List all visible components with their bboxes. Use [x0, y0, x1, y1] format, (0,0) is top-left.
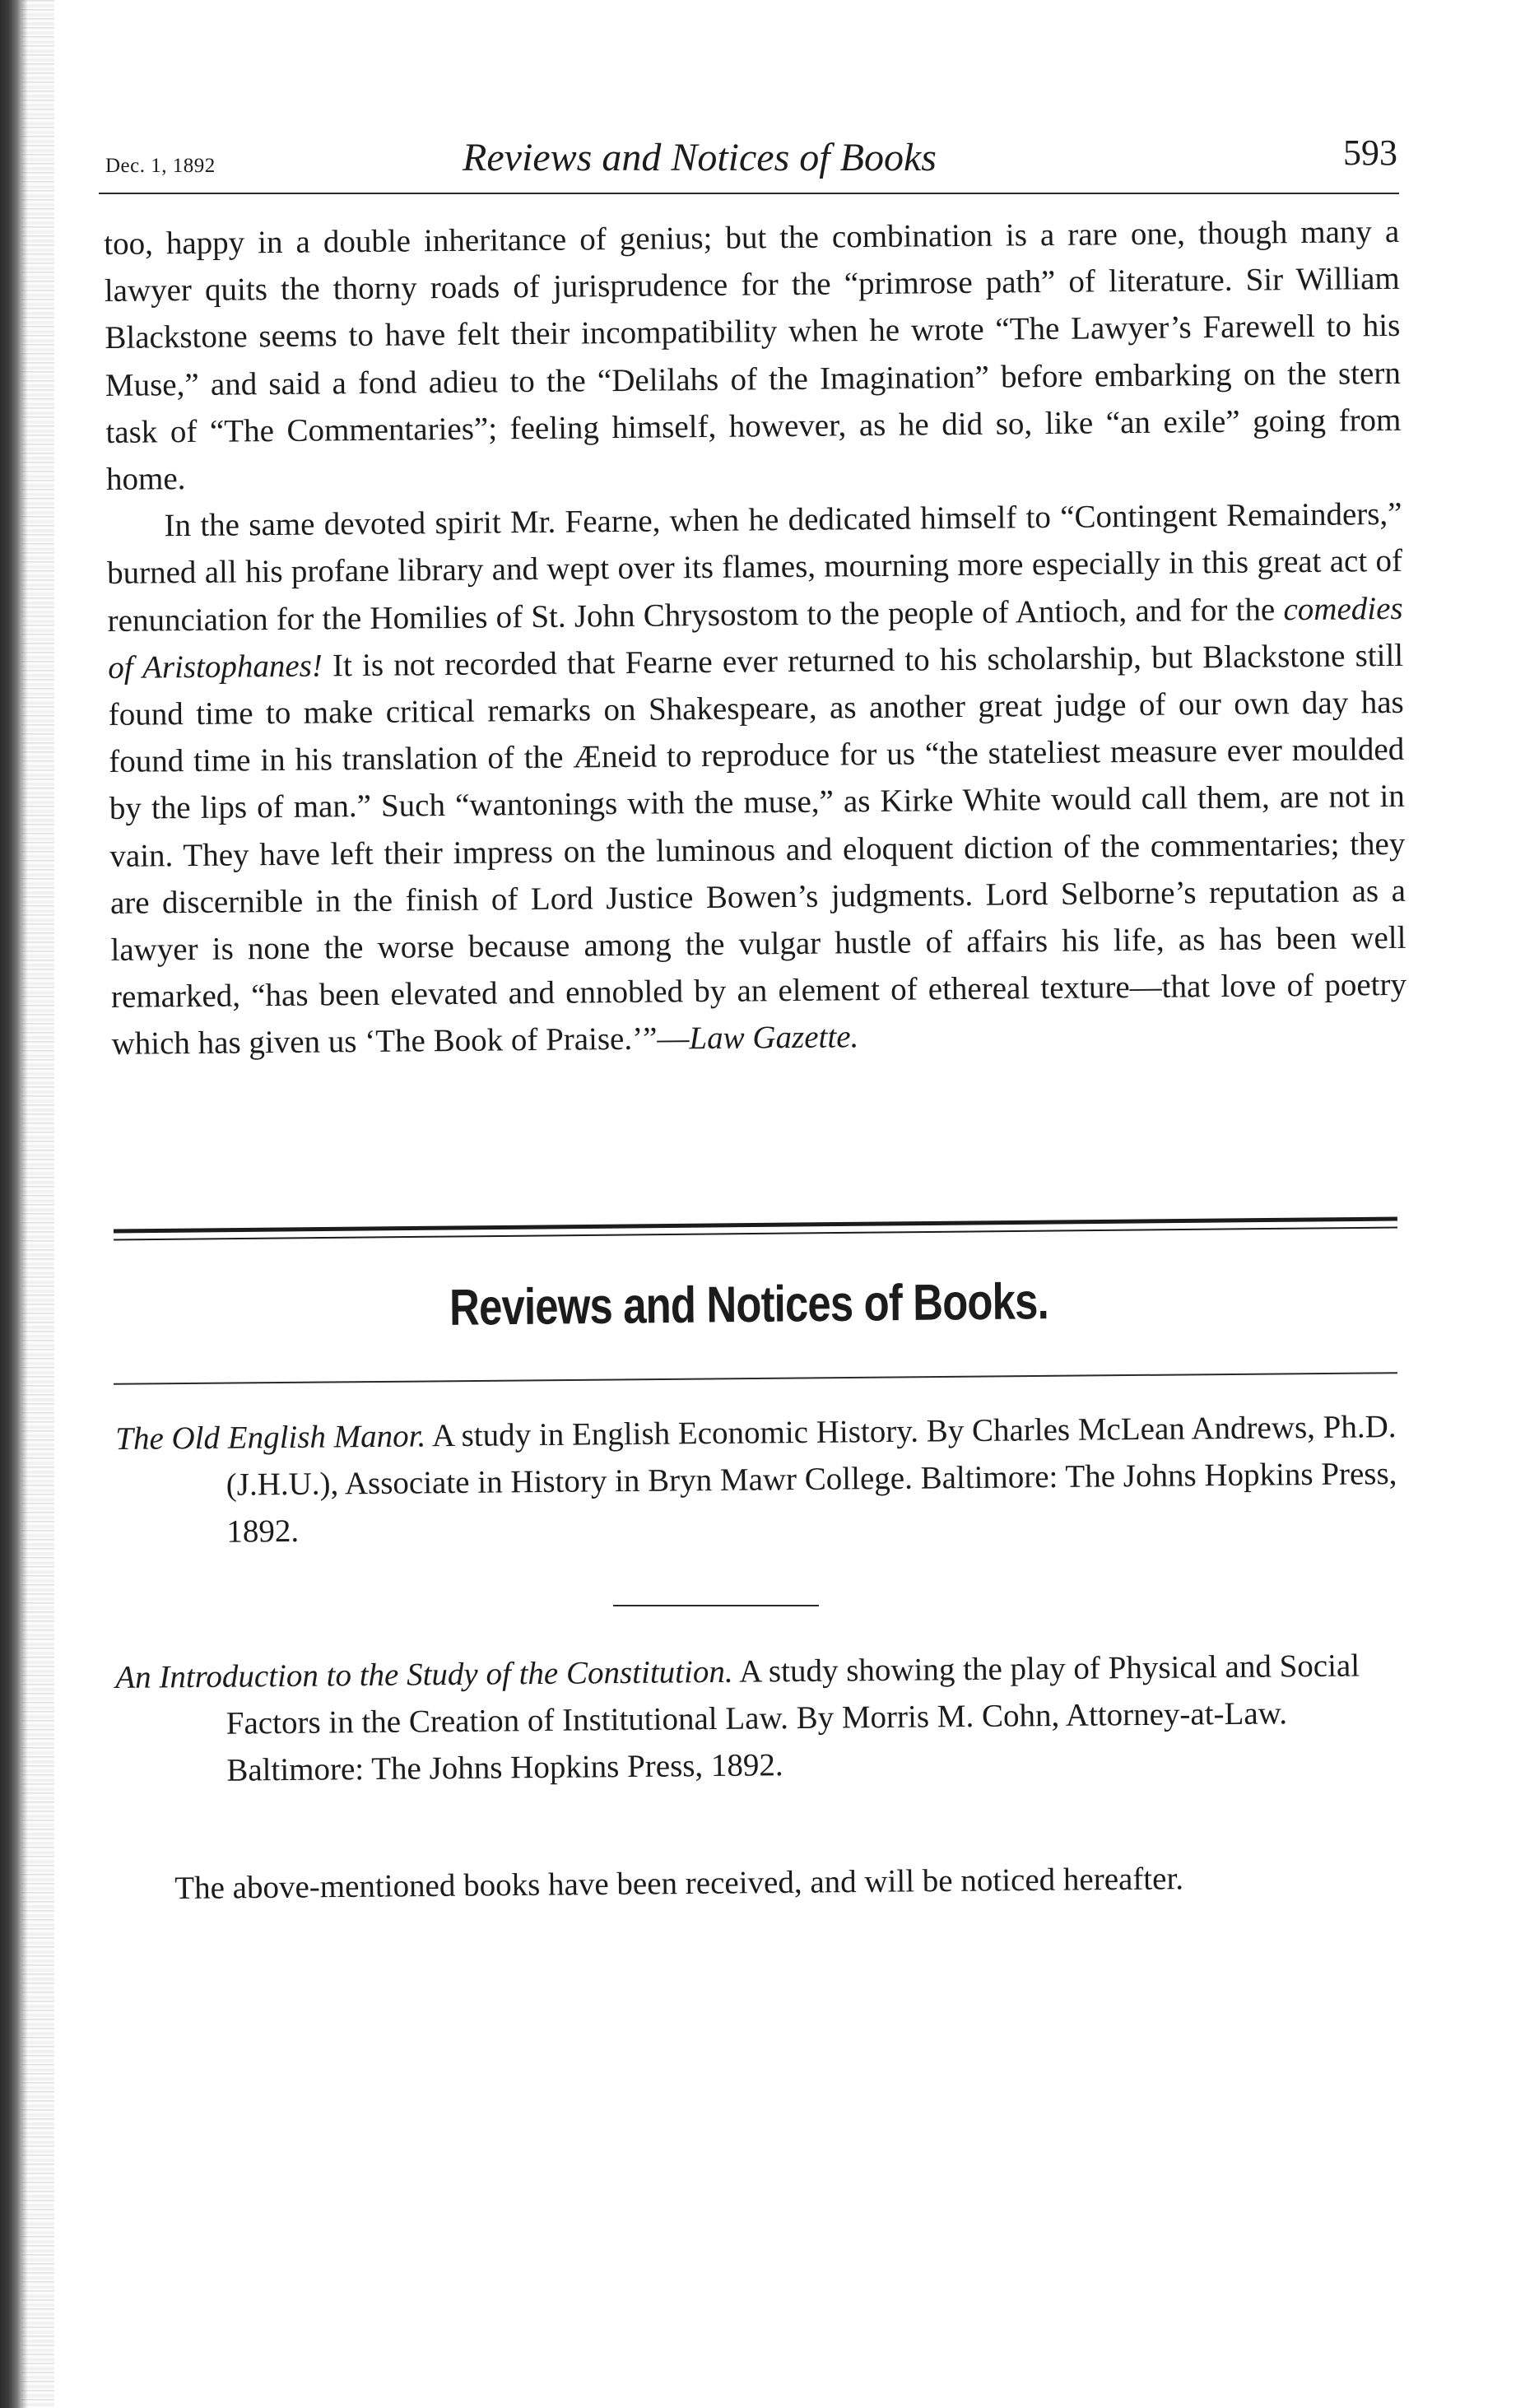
journal-page	[99, 123, 1407, 2280]
book-notice	[115, 1642, 1401, 1795]
section-heading: Reviews and Notices of Books.	[449, 1273, 1049, 1336]
closing-note: The above-mentioned books have been received, and will be noticed hereafter.	[174, 1861, 1184, 1906]
header-rule	[99, 193, 1399, 194]
book-notice-entry	[115, 1642, 1401, 1795]
article-paragraph-2	[106, 490, 1407, 1068]
section-divider-double-rule	[114, 1217, 1397, 1241]
section-heading-rule	[114, 1372, 1397, 1385]
page-number: 593	[1343, 132, 1397, 173]
paragraph-2-text-end: It is not recorded that Fearne ever returned to his scholarship, but Blackstone still found time to make critical remarks on Shakespeare, as another great judge of our own day has found time in his translation of the Æneid to reproduce for us “the stateliest measure ever moulded by the lips of man.” Such “wantonings with the muse,” as Kirke White would call them, are not in vain. They have left their impress on the luminous and eloquent diction of the commentaries; they are discernible in the finish of Lord Justice Bowen’s judgments. Lord Selborne’s reputation as a lawyer is none the worse because among the vulgar hustle of affairs his life, as has been well remarked, “has been elevated and ennobled by an element of ethereal texture—that love of poetry which has given us ‘The Book of Praise.’”—	[108, 637, 1407, 1062]
book-description: A study in English Economic History. By Charles McLean Andrews, Ph.D. (J.H.U.), Associate in History in Bryn Mawr College. Baltimore: The Johns Hopkins Press, 1892.	[225, 1409, 1397, 1550]
paragraph-2-italic-title: comedies of Aristophanes!	[108, 590, 1403, 686]
continued-article	[104, 208, 1407, 1068]
book-description: A study showing the play of Physical and Social Factors in the Creation of Institutional Law. By Morris M. Cohn, Attorney-at-Law. Baltimore: The Johns Hopkins Press, 1892.	[225, 1648, 1360, 1788]
notice-separator-rule	[613, 1605, 819, 1606]
article-paragraph-1: too, happy in a double inheritance of genius; but the combination is a rare one, though many a lawyer quits the thorny roads of jurisprudence for the “primrose path” of literature. Sir William Blackstone seems to have felt their incompatibility when he wrote “The Lawyer’s Farewell to his Muse,” and said a fond adieu to the “Delilahs of the Imagination” before embarking on the stern task of “The Commentaries”; feeling himself, however, as he did so, like “an exile” going from home.	[104, 213, 1402, 498]
running-head	[99, 123, 1399, 189]
book-notice-entry	[115, 1403, 1401, 1556]
book-notice	[115, 1403, 1401, 1556]
paragraph-2-text-start: In the same devoted spirit Mr. Fearne, when he dedicated himself to “Contingent Remainders,” burned all his profane library and wept over its flames, mourning more especially in this great act of renunciation for the Homilies of St. John Chrysostom to the people of Antioch, and for the	[106, 496, 1403, 639]
book-title: The Old English Manor.	[115, 1418, 426, 1457]
article-source: Law Gazette.	[689, 1019, 859, 1057]
issue-date: Dec. 1, 1892	[105, 155, 216, 177]
scan-edge-texture	[21, 0, 54, 2408]
running-title: Reviews and Notices of Books	[463, 136, 937, 179]
book-title: An Introduction to the Study of the Constitution.	[115, 1653, 733, 1695]
